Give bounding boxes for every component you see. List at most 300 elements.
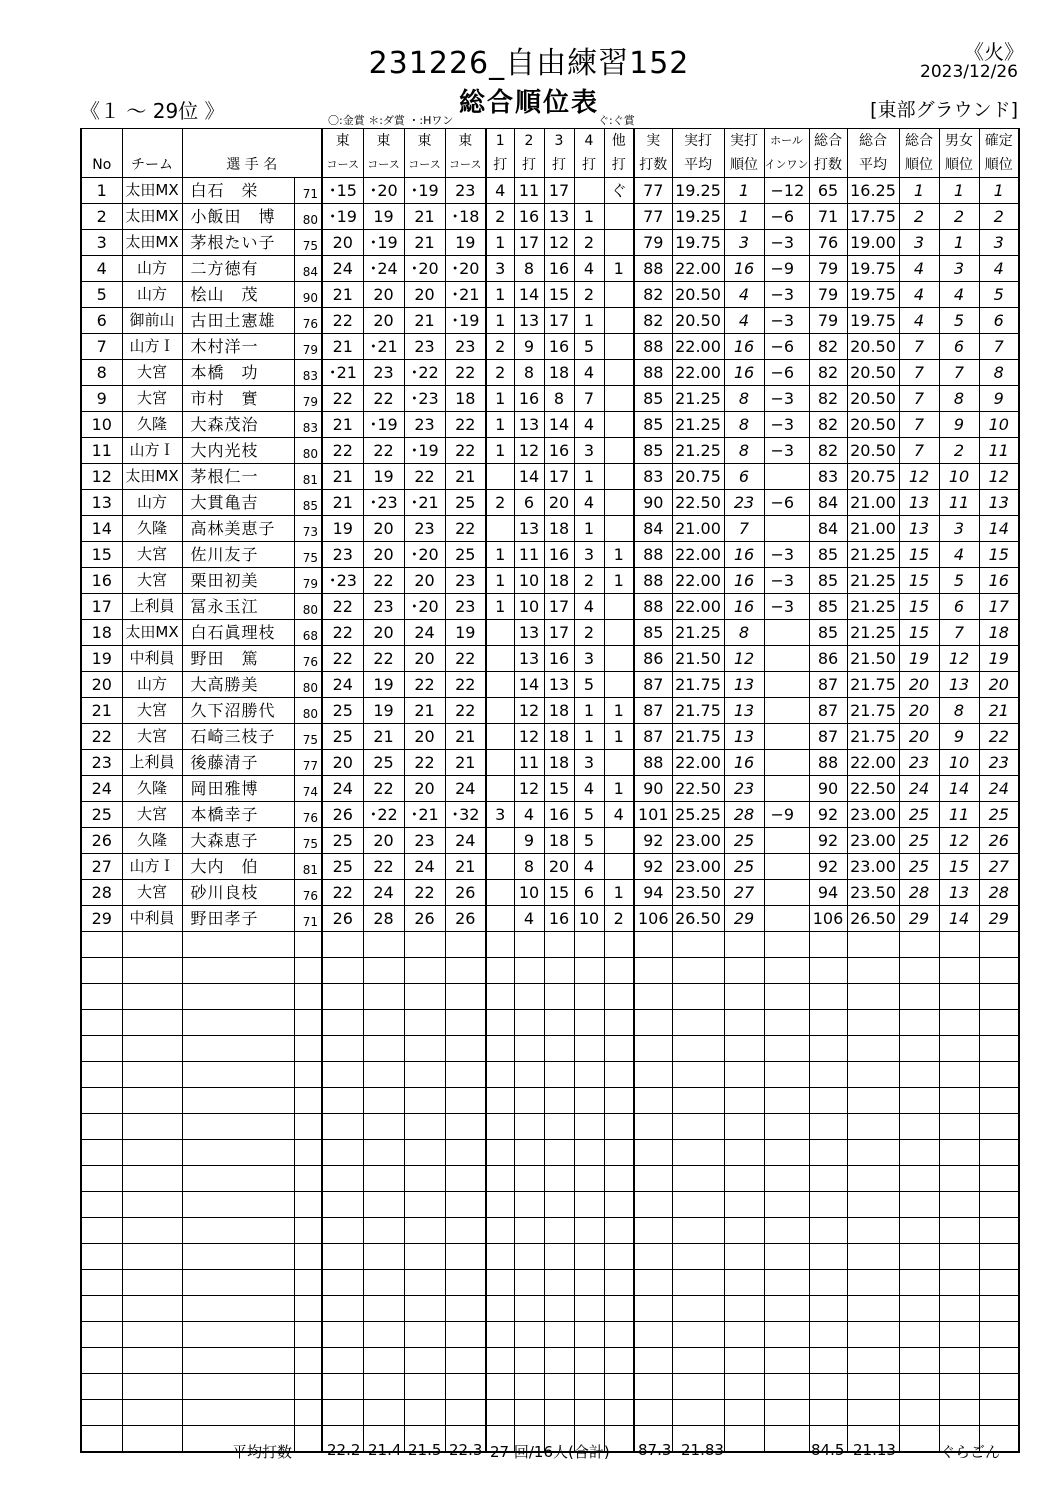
cell-c-2: 23 <box>404 828 445 854</box>
cell-c-1: 20 <box>363 620 404 646</box>
rank-range: 《１ ～ 29位 》 <box>80 99 225 123</box>
cell-total: 106 <box>634 906 672 932</box>
cell-c-3: ･19 <box>445 308 486 334</box>
cell-sex: 5 <box>939 568 979 594</box>
cell-gtotal <box>809 1400 847 1426</box>
cell-h-2: 16 <box>544 542 574 568</box>
cell-c-3: 25 <box>445 490 486 516</box>
cell-grank: 20 <box>899 672 939 698</box>
cell-no <box>81 1244 122 1270</box>
cell-hio <box>764 464 809 490</box>
cell-avg <box>672 1296 724 1322</box>
cell-age: 77 <box>294 750 322 776</box>
cell-h-1 <box>514 1270 544 1296</box>
cell-sex: 4 <box>939 282 979 308</box>
cell-h-4 <box>604 334 634 360</box>
cell-c-2: 24 <box>404 620 445 646</box>
cell-final <box>979 1296 1019 1322</box>
cell-sex: 10 <box>939 464 979 490</box>
cell-team: 中利員 <box>122 906 182 932</box>
cell-c-0 <box>322 1166 363 1192</box>
cell-total <box>634 932 672 958</box>
cell-hio <box>764 958 809 984</box>
cell-c-3 <box>445 1374 486 1400</box>
cell-total: 85 <box>634 412 672 438</box>
cell-sex: 12 <box>939 646 979 672</box>
cell-rank: 16 <box>724 568 764 594</box>
cell-h-0 <box>486 1270 514 1296</box>
cell-grank <box>899 1140 939 1166</box>
cell-c-3: 24 <box>445 828 486 854</box>
cell-gavg: 20.50 <box>847 438 899 464</box>
cell-c-1 <box>363 1140 404 1166</box>
cell-h-3: 5 <box>574 672 604 698</box>
empty-row <box>81 1322 1019 1348</box>
cell-avg <box>672 1010 724 1036</box>
cell-rank: 29 <box>724 906 764 932</box>
cell-total: 88 <box>634 750 672 776</box>
cell-c-2 <box>404 1166 445 1192</box>
cell-h-4 <box>604 386 634 412</box>
cell-name <box>182 1296 294 1322</box>
cell-c-2: 21 <box>404 698 445 724</box>
cell-name <box>182 1244 294 1270</box>
legend-gu: ぐ:ぐ賞 <box>598 114 635 127</box>
cell-c-3: 25 <box>445 542 486 568</box>
cell-grank: 15 <box>899 620 939 646</box>
cell-final: 2 <box>979 204 1019 230</box>
cell-rank: 13 <box>724 698 764 724</box>
cell-age: 75 <box>294 542 322 568</box>
cell-team: 御前山 <box>122 308 182 334</box>
cell-avg <box>672 1192 724 1218</box>
cell-h-4 <box>604 932 634 958</box>
cell-no: 22 <box>81 724 122 750</box>
cell-c-0 <box>322 1062 363 1088</box>
cell-sex: 6 <box>939 334 979 360</box>
cell-sex: 1 <box>939 230 979 256</box>
cell-avg: 22.00 <box>672 334 724 360</box>
cell-c-3: ･32 <box>445 802 486 828</box>
cell-h-1 <box>514 1348 544 1374</box>
cell-c-1: 19 <box>363 672 404 698</box>
cell-no <box>81 1374 122 1400</box>
cell-h-4 <box>604 516 634 542</box>
cell-age <box>294 1140 322 1166</box>
cell-h-3: 10 <box>574 906 604 932</box>
cell-team: 大宮 <box>122 802 182 828</box>
cell-gtotal <box>809 1010 847 1036</box>
cell-gavg: 20.50 <box>847 386 899 412</box>
cell-team <box>122 1322 182 1348</box>
cell-hio <box>764 932 809 958</box>
cell-c-3 <box>445 1218 486 1244</box>
cell-c-3 <box>445 1296 486 1322</box>
cell-c-2: 20 <box>404 282 445 308</box>
cell-hio <box>764 1270 809 1296</box>
cell-name: 大内 伯 <box>182 854 294 880</box>
cell-h-1: 16 <box>514 386 544 412</box>
cell-h-4: 4 <box>604 802 634 828</box>
header-cell <box>81 129 122 154</box>
footer-gavg-avg: 21.13 <box>853 1441 896 1459</box>
page-subtitle: 総合順位表 <box>458 88 599 118</box>
cell-h-3: 4 <box>574 412 604 438</box>
cell-c-1: 28 <box>363 906 404 932</box>
cell-c-3 <box>445 1400 486 1426</box>
cell-c-0: 25 <box>322 828 363 854</box>
header-cell: 実 <box>634 129 672 154</box>
cell-c-1: ･24 <box>363 256 404 282</box>
cell-final <box>979 1270 1019 1296</box>
cell-h-1 <box>514 932 544 958</box>
cell-h-0 <box>486 1062 514 1088</box>
cell-h-1: 13 <box>514 516 544 542</box>
cell-c-2 <box>404 1114 445 1140</box>
cell-final: 15 <box>979 542 1019 568</box>
cell-no: 23 <box>81 750 122 776</box>
cell-c-1: 22 <box>363 776 404 802</box>
cell-team: 久隆 <box>122 828 182 854</box>
cell-c-3: 21 <box>445 464 486 490</box>
cell-hio <box>764 1218 809 1244</box>
cell-grank: 7 <box>899 412 939 438</box>
cell-team <box>122 1192 182 1218</box>
cell-name <box>182 1400 294 1426</box>
cell-gavg: 23.00 <box>847 854 899 880</box>
cell-c-3: 21 <box>445 724 486 750</box>
cell-c-2: 20 <box>404 646 445 672</box>
header-cell <box>182 129 322 154</box>
cell-grank: 7 <box>899 334 939 360</box>
cell-hio <box>764 828 809 854</box>
table-row <box>81 620 1019 646</box>
cell-final: 5 <box>979 282 1019 308</box>
cell-c-3: 19 <box>445 230 486 256</box>
cell-c-2: ･21 <box>404 490 445 516</box>
cell-gavg: 19.75 <box>847 256 899 282</box>
cell-total: 83 <box>634 464 672 490</box>
cell-rank <box>724 1296 764 1322</box>
cell-h-0 <box>486 672 514 698</box>
cell-gavg <box>847 984 899 1010</box>
cell-h-0 <box>486 1192 514 1218</box>
cell-gtotal: 76 <box>809 230 847 256</box>
cell-total: 84 <box>634 516 672 542</box>
cell-h-0 <box>486 1322 514 1348</box>
cell-h-1 <box>514 1244 544 1270</box>
cell-team: 太田MX <box>122 620 182 646</box>
cell-c-0 <box>322 1088 363 1114</box>
cell-grank: 23 <box>899 750 939 776</box>
cell-total <box>634 1088 672 1114</box>
cell-sex <box>939 1192 979 1218</box>
cell-final: 12 <box>979 464 1019 490</box>
cell-c-3 <box>445 1348 486 1374</box>
footer-course4-avg: 22.3 <box>449 1441 483 1459</box>
cell-h-2: 16 <box>544 256 574 282</box>
cell-team <box>122 1036 182 1062</box>
cell-final: 21 <box>979 698 1019 724</box>
cell-name <box>182 1322 294 1348</box>
cell-gtotal <box>809 1114 847 1140</box>
cell-c-1 <box>363 1218 404 1244</box>
cell-no <box>81 1114 122 1140</box>
cell-h-2: 18 <box>544 360 574 386</box>
cell-age: 76 <box>294 308 322 334</box>
cell-final: 10 <box>979 412 1019 438</box>
cell-avg <box>672 958 724 984</box>
cell-rank <box>724 1036 764 1062</box>
cell-h-3 <box>574 1374 604 1400</box>
cell-c-1: 23 <box>363 594 404 620</box>
footer-rounds: 27 回/16人(合計) <box>490 1443 610 1461</box>
cell-rank: 28 <box>724 802 764 828</box>
header-cell: 総合 <box>847 129 899 154</box>
cell-gtotal <box>809 1348 847 1374</box>
cell-gtotal: 85 <box>809 568 847 594</box>
table-row <box>81 698 1019 724</box>
cell-h-3: 2 <box>574 620 604 646</box>
cell-avg: 20.50 <box>672 282 724 308</box>
cell-team: 大宮 <box>122 568 182 594</box>
cell-team: 上利員 <box>122 594 182 620</box>
cell-c-2 <box>404 958 445 984</box>
cell-c-1 <box>363 1036 404 1062</box>
cell-name: 石崎三枝子 <box>182 724 294 750</box>
table-row <box>81 490 1019 516</box>
cell-name <box>182 1270 294 1296</box>
cell-total <box>634 1062 672 1088</box>
cell-h-2 <box>544 958 574 984</box>
cell-c-1: ･20 <box>363 178 404 204</box>
cell-hio <box>764 1088 809 1114</box>
cell-h-3 <box>574 1218 604 1244</box>
cell-hio: −3 <box>764 438 809 464</box>
cell-hio <box>764 750 809 776</box>
cell-gavg <box>847 1192 899 1218</box>
cell-c-0 <box>322 1296 363 1322</box>
cell-grank <box>899 1010 939 1036</box>
empty-row <box>81 1374 1019 1400</box>
table-row <box>81 724 1019 750</box>
cell-age: 80 <box>294 594 322 620</box>
cell-grank <box>899 1348 939 1374</box>
cell-age <box>294 1010 322 1036</box>
cell-total: 88 <box>634 594 672 620</box>
cell-name: 二方徳有 <box>182 256 294 282</box>
cell-sex <box>939 1062 979 1088</box>
cell-gtotal <box>809 958 847 984</box>
cell-gavg: 21.75 <box>847 724 899 750</box>
cell-grank: 7 <box>899 360 939 386</box>
cell-grank: 20 <box>899 698 939 724</box>
cell-gavg <box>847 1114 899 1140</box>
cell-age <box>294 1348 322 1374</box>
cell-gtotal: 79 <box>809 256 847 282</box>
cell-no: 12 <box>81 464 122 490</box>
header-cell: 打 <box>604 153 634 178</box>
cell-h-3: 1 <box>574 308 604 334</box>
cell-h-3: 6 <box>574 880 604 906</box>
footer-avg-avg: 21.83 <box>681 1441 724 1459</box>
cell-h-2 <box>544 1062 574 1088</box>
cell-grank: 29 <box>899 906 939 932</box>
cell-gavg <box>847 1244 899 1270</box>
cell-c-2: 23 <box>404 412 445 438</box>
empty-row <box>81 1270 1019 1296</box>
cell-gavg: 23.50 <box>847 880 899 906</box>
cell-team: 太田MX <box>122 464 182 490</box>
cell-h-1 <box>514 1114 544 1140</box>
cell-name: 久下沼勝代 <box>182 698 294 724</box>
header-cell: 平均 <box>672 153 724 178</box>
cell-hio: −6 <box>764 204 809 230</box>
cell-no <box>81 958 122 984</box>
table-row <box>81 880 1019 906</box>
cell-c-1 <box>363 958 404 984</box>
cell-h-4 <box>604 1348 634 1374</box>
table-row <box>81 776 1019 802</box>
cell-gavg: 21.75 <box>847 698 899 724</box>
cell-avg <box>672 1062 724 1088</box>
header-cell: ホール <box>764 129 809 154</box>
header-cell: 打 <box>486 153 514 178</box>
cell-age: 80 <box>294 204 322 230</box>
cell-h-4 <box>604 854 634 880</box>
cell-hio <box>764 880 809 906</box>
cell-h-1: 14 <box>514 672 544 698</box>
cell-team <box>122 1400 182 1426</box>
cell-c-2 <box>404 1348 445 1374</box>
cell-c-1: 19 <box>363 698 404 724</box>
cell-name: 野田孝子 <box>182 906 294 932</box>
cell-sex: 2 <box>939 438 979 464</box>
cell-no: 26 <box>81 828 122 854</box>
header-cell: 順位 <box>979 153 1019 178</box>
cell-h-0 <box>486 1088 514 1114</box>
ground-name: [東部グラウンド] <box>870 99 1018 121</box>
cell-rank: 27 <box>724 880 764 906</box>
cell-c-1 <box>363 984 404 1010</box>
cell-total: 86 <box>634 646 672 672</box>
cell-h-0 <box>486 1114 514 1140</box>
footer-course1-avg: 22.2 <box>327 1441 361 1459</box>
cell-no <box>81 1400 122 1426</box>
cell-hio <box>764 776 809 802</box>
cell-hio <box>764 1114 809 1140</box>
empty-row <box>81 1400 1019 1426</box>
cell-sex: 13 <box>939 880 979 906</box>
cell-gtotal: 65 <box>809 178 847 204</box>
cell-c-1: 23 <box>363 360 404 386</box>
cell-final <box>979 1322 1019 1348</box>
cell-age: 76 <box>294 880 322 906</box>
table-header <box>81 129 1019 178</box>
cell-final: 23 <box>979 750 1019 776</box>
cell-gtotal: 82 <box>809 412 847 438</box>
cell-c-3: 18 <box>445 386 486 412</box>
cell-h-4 <box>604 1010 634 1036</box>
cell-hio <box>764 1296 809 1322</box>
cell-c-3 <box>445 984 486 1010</box>
cell-grank <box>899 958 939 984</box>
cell-sex <box>939 984 979 1010</box>
cell-age: 85 <box>294 490 322 516</box>
cell-gavg: 21.75 <box>847 672 899 698</box>
cell-h-0 <box>486 464 514 490</box>
footer-label: 平均打数 <box>232 1443 293 1461</box>
cell-gavg: 22.50 <box>847 776 899 802</box>
table-row <box>81 568 1019 594</box>
cell-h-3 <box>574 1140 604 1166</box>
cell-gavg: 21.25 <box>847 620 899 646</box>
cell-h-0 <box>486 698 514 724</box>
cell-c-0: ･19 <box>322 204 363 230</box>
cell-hio <box>764 724 809 750</box>
cell-team: 太田MX <box>122 178 182 204</box>
cell-age <box>294 1296 322 1322</box>
cell-h-0 <box>486 750 514 776</box>
cell-h-1 <box>514 1088 544 1114</box>
cell-gavg: 26.50 <box>847 906 899 932</box>
cell-c-2: 22 <box>404 880 445 906</box>
header-cell: チーム <box>122 153 182 178</box>
cell-h-2 <box>544 1244 574 1270</box>
cell-sex: 3 <box>939 256 979 282</box>
cell-c-3: ･20 <box>445 256 486 282</box>
cell-grank: 25 <box>899 802 939 828</box>
cell-no <box>81 1348 122 1374</box>
cell-h-4: 1 <box>604 698 634 724</box>
cell-h-3 <box>574 1088 604 1114</box>
cell-h-4 <box>604 464 634 490</box>
cell-c-1: ･23 <box>363 490 404 516</box>
cell-hio: −6 <box>764 334 809 360</box>
header-cell: 4 <box>574 129 604 154</box>
footer-author: ぐらごん <box>940 1443 1001 1461</box>
cell-grank: 28 <box>899 880 939 906</box>
cell-total: 88 <box>634 568 672 594</box>
cell-avg <box>672 1322 724 1348</box>
cell-sex: 7 <box>939 620 979 646</box>
cell-rank <box>724 1062 764 1088</box>
table-row <box>81 412 1019 438</box>
cell-age: 68 <box>294 620 322 646</box>
cell-h-3: 1 <box>574 464 604 490</box>
cell-c-3 <box>445 1140 486 1166</box>
cell-no: 11 <box>81 438 122 464</box>
cell-c-0: 22 <box>322 594 363 620</box>
cell-gavg: 20.50 <box>847 412 899 438</box>
cell-name <box>182 1218 294 1244</box>
cell-total <box>634 984 672 1010</box>
cell-h-4 <box>604 1036 634 1062</box>
cell-sex: 12 <box>939 828 979 854</box>
cell-avg: 19.75 <box>672 230 724 256</box>
cell-age: 80 <box>294 672 322 698</box>
cell-c-2 <box>404 1374 445 1400</box>
cell-grank <box>899 932 939 958</box>
cell-total: 77 <box>634 178 672 204</box>
table-row <box>81 828 1019 854</box>
cell-h-2 <box>544 1010 574 1036</box>
cell-final: 11 <box>979 438 1019 464</box>
cell-rank: 8 <box>724 620 764 646</box>
cell-name: 大高勝美 <box>182 672 294 698</box>
cell-h-0: 1 <box>486 594 514 620</box>
cell-gavg: 21.25 <box>847 568 899 594</box>
